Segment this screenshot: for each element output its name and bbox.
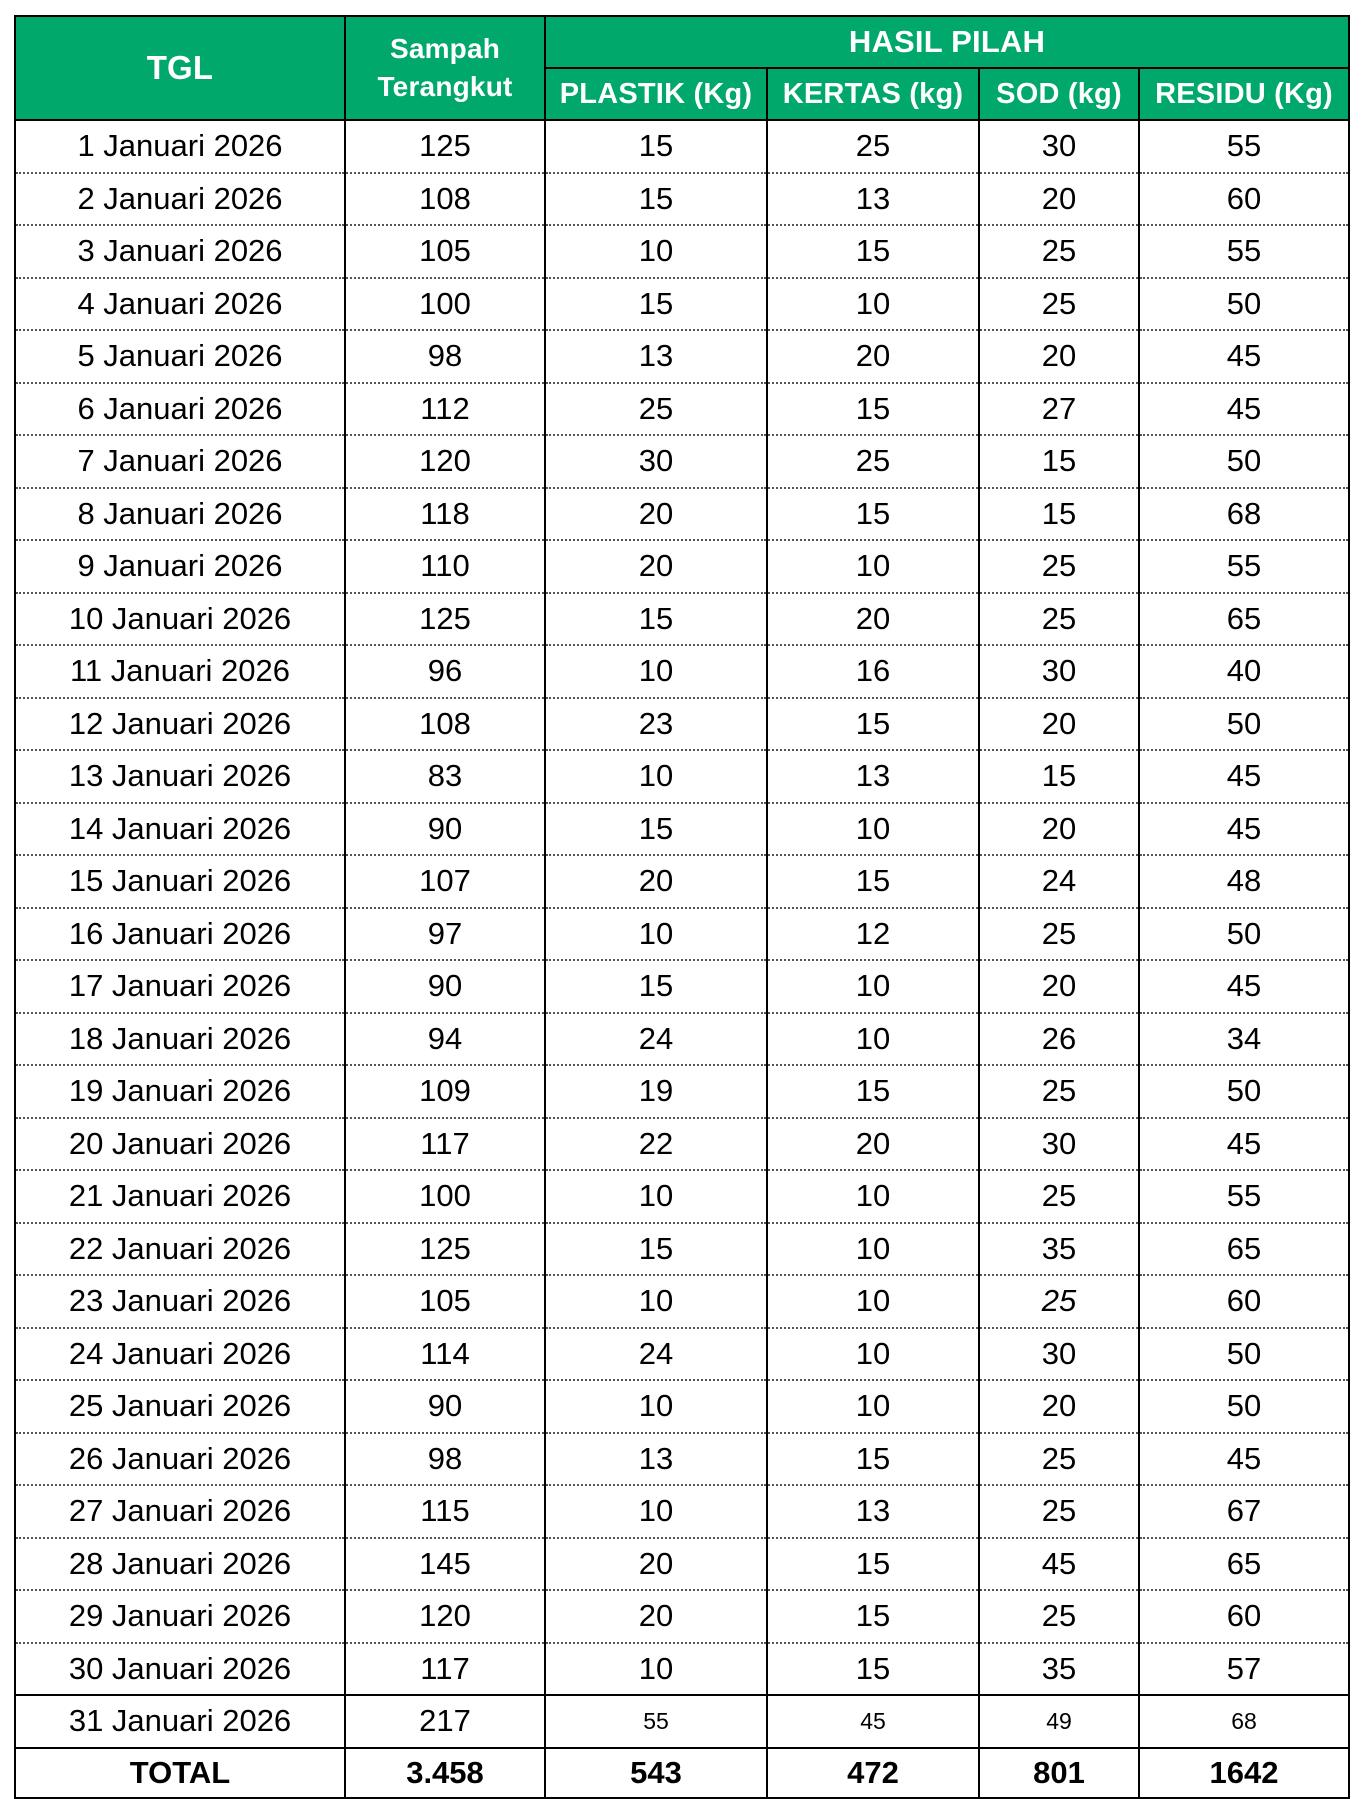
date-cell: 18 Januari 2026 xyxy=(15,1013,345,1066)
sampah-cell: 120 xyxy=(345,1590,545,1643)
sod-cell: 49 xyxy=(979,1695,1139,1748)
plastik-cell: 24 xyxy=(545,1328,767,1381)
kertas-cell: 15 xyxy=(767,488,979,541)
sampah-cell: 114 xyxy=(345,1328,545,1381)
plastik-cell: 23 xyxy=(545,698,767,751)
sod-cell: 25 xyxy=(979,1590,1139,1643)
table-row xyxy=(15,1643,1349,1696)
kertas-cell: 13 xyxy=(767,1485,979,1538)
sod-cell: 25 xyxy=(979,1275,1139,1328)
residu-cell: 57 xyxy=(1139,1643,1349,1696)
table-row xyxy=(15,1328,1349,1381)
table-row xyxy=(15,383,1349,436)
plastik-cell: 10 xyxy=(545,1643,767,1696)
residu-cell: 48 xyxy=(1139,855,1349,908)
sod-cell: 45 xyxy=(979,1538,1139,1591)
date-cell: 24 Januari 2026 xyxy=(15,1328,345,1381)
sampah-cell: 120 xyxy=(345,435,545,488)
date-cell: 5 Januari 2026 xyxy=(15,330,345,383)
kertas-cell: 10 xyxy=(767,803,979,856)
plastik-cell: 10 xyxy=(545,750,767,803)
date-cell: 13 Januari 2026 xyxy=(15,750,345,803)
plastik-cell: 20 xyxy=(545,488,767,541)
plastik-cell: 15 xyxy=(545,1223,767,1276)
total-row xyxy=(15,1748,1349,1798)
residu-cell: 45 xyxy=(1139,330,1349,383)
plastik-cell: 15 xyxy=(545,593,767,646)
kertas-cell: 10 xyxy=(767,1328,979,1381)
date-cell: 28 Januari 2026 xyxy=(15,1538,345,1591)
sampah-cell: 94 xyxy=(345,1013,545,1066)
kertas-cell: 13 xyxy=(767,750,979,803)
kertas-cell: 15 xyxy=(767,1065,979,1118)
residu-cell: 45 xyxy=(1139,803,1349,856)
plastik-cell: 30 xyxy=(545,435,767,488)
sod-cell: 25 xyxy=(979,1485,1139,1538)
sampah-cell: 98 xyxy=(345,1433,545,1486)
date-cell: 25 Januari 2026 xyxy=(15,1380,345,1433)
plastik-cell: 13 xyxy=(545,330,767,383)
residu-cell: 34 xyxy=(1139,1013,1349,1066)
total-sampah: 3.458 xyxy=(345,1748,545,1798)
residu-cell: 55 xyxy=(1139,225,1349,278)
header-tgl: TGL xyxy=(15,16,345,120)
plastik-cell: 10 xyxy=(545,908,767,961)
plastik-cell: 10 xyxy=(545,645,767,698)
plastik-cell: 19 xyxy=(545,1065,767,1118)
table-row xyxy=(15,855,1349,908)
kertas-cell: 10 xyxy=(767,278,979,331)
date-cell: 10 Januari 2026 xyxy=(15,593,345,646)
date-cell: 23 Januari 2026 xyxy=(15,1275,345,1328)
header-sampah-terangkut xyxy=(345,16,545,120)
residu-cell: 55 xyxy=(1139,1170,1349,1223)
date-cell: 2 Januari 2026 xyxy=(15,173,345,226)
date-cell: 7 Januari 2026 xyxy=(15,435,345,488)
sod-cell: 20 xyxy=(979,960,1139,1013)
table-row xyxy=(15,278,1349,331)
kertas-cell: 15 xyxy=(767,1433,979,1486)
kertas-cell: 15 xyxy=(767,698,979,751)
table-row xyxy=(15,750,1349,803)
residu-cell: 50 xyxy=(1139,698,1349,751)
table-row xyxy=(15,803,1349,856)
date-cell: 8 Januari 2026 xyxy=(15,488,345,541)
sampah-cell: 112 xyxy=(345,383,545,436)
date-cell: 1 Januari 2026 xyxy=(15,120,345,173)
plastik-cell: 20 xyxy=(545,1590,767,1643)
header-kertas: KERTAS (kg) xyxy=(767,68,979,120)
table-row xyxy=(15,1065,1349,1118)
sampah-cell: 217 xyxy=(345,1695,545,1748)
sod-cell: 20 xyxy=(979,330,1139,383)
residu-cell: 50 xyxy=(1139,1380,1349,1433)
table-row xyxy=(15,1590,1349,1643)
sod-cell: 30 xyxy=(979,1118,1139,1171)
kertas-cell: 10 xyxy=(767,540,979,593)
sod-cell: 35 xyxy=(979,1643,1139,1696)
total-label: TOTAL xyxy=(15,1748,345,1798)
plastik-cell: 55 xyxy=(545,1695,767,1748)
kertas-cell: 45 xyxy=(767,1695,979,1748)
table-row xyxy=(15,1380,1349,1433)
table-row xyxy=(15,1170,1349,1223)
residu-cell: 50 xyxy=(1139,908,1349,961)
sod-cell: 25 xyxy=(979,225,1139,278)
table-row xyxy=(15,1538,1349,1591)
sod-cell: 15 xyxy=(979,488,1139,541)
total-residu: 1642 xyxy=(1139,1748,1349,1798)
date-cell: 9 Januari 2026 xyxy=(15,540,345,593)
kertas-cell: 10 xyxy=(767,1380,979,1433)
residu-cell: 65 xyxy=(1139,1538,1349,1591)
table-header xyxy=(15,16,1349,120)
sampah-cell: 98 xyxy=(345,330,545,383)
plastik-cell: 22 xyxy=(545,1118,767,1171)
table-body xyxy=(15,120,1349,1748)
table-row xyxy=(15,645,1349,698)
table-row xyxy=(15,1013,1349,1066)
residu-cell: 40 xyxy=(1139,645,1349,698)
date-cell: 20 Januari 2026 xyxy=(15,1118,345,1171)
sod-cell: 30 xyxy=(979,1328,1139,1381)
sampah-cell: 117 xyxy=(345,1118,545,1171)
sod-cell: 25 xyxy=(979,540,1139,593)
table-row xyxy=(15,1485,1349,1538)
residu-cell: 45 xyxy=(1139,1433,1349,1486)
plastik-cell: 10 xyxy=(545,1485,767,1538)
sod-cell: 27 xyxy=(979,383,1139,436)
sampah-cell: 125 xyxy=(345,1223,545,1276)
sampah-cell: 83 xyxy=(345,750,545,803)
table-row xyxy=(15,1275,1349,1328)
kertas-cell: 10 xyxy=(767,1170,979,1223)
residu-cell: 55 xyxy=(1139,540,1349,593)
sampah-cell: 115 xyxy=(345,1485,545,1538)
kertas-cell: 20 xyxy=(767,593,979,646)
date-cell: 29 Januari 2026 xyxy=(15,1590,345,1643)
date-cell: 27 Januari 2026 xyxy=(15,1485,345,1538)
kertas-cell: 15 xyxy=(767,1538,979,1591)
plastik-cell: 25 xyxy=(545,383,767,436)
date-cell: 26 Januari 2026 xyxy=(15,1433,345,1486)
sod-cell: 15 xyxy=(979,435,1139,488)
residu-cell: 45 xyxy=(1139,383,1349,436)
sod-cell: 15 xyxy=(979,750,1139,803)
residu-cell: 55 xyxy=(1139,120,1349,173)
header-plastik: PLASTIK (Kg) xyxy=(545,68,767,120)
kertas-cell: 10 xyxy=(767,960,979,1013)
kertas-cell: 25 xyxy=(767,120,979,173)
table-row xyxy=(15,593,1349,646)
plastik-cell: 20 xyxy=(545,855,767,908)
sampah-cell: 90 xyxy=(345,960,545,1013)
residu-cell: 60 xyxy=(1139,1275,1349,1328)
table-row xyxy=(15,488,1349,541)
plastik-cell: 15 xyxy=(545,960,767,1013)
sod-cell: 20 xyxy=(979,698,1139,751)
kertas-cell: 12 xyxy=(767,908,979,961)
header-sod: SOD (kg) xyxy=(979,68,1139,120)
sampah-cell: 97 xyxy=(345,908,545,961)
residu-cell: 68 xyxy=(1139,1695,1349,1748)
kertas-cell: 15 xyxy=(767,1643,979,1696)
kertas-cell: 10 xyxy=(767,1275,979,1328)
kertas-cell: 13 xyxy=(767,173,979,226)
plastik-cell: 24 xyxy=(545,1013,767,1066)
sampah-cell: 107 xyxy=(345,855,545,908)
plastik-cell: 13 xyxy=(545,1433,767,1486)
date-cell: 30 Januari 2026 xyxy=(15,1643,345,1696)
date-cell: 15 Januari 2026 xyxy=(15,855,345,908)
plastik-cell: 20 xyxy=(545,1538,767,1591)
sampah-cell: 100 xyxy=(345,1170,545,1223)
table-row xyxy=(15,698,1349,751)
sampah-cell: 90 xyxy=(345,1380,545,1433)
plastik-cell: 15 xyxy=(545,120,767,173)
sampah-cell: 90 xyxy=(345,803,545,856)
sod-cell: 25 xyxy=(979,1170,1139,1223)
sampah-cell: 108 xyxy=(345,173,545,226)
residu-cell: 45 xyxy=(1139,1118,1349,1171)
kertas-cell: 25 xyxy=(767,435,979,488)
header-sampah-line2: Terangkut xyxy=(377,71,513,102)
sod-cell: 20 xyxy=(979,173,1139,226)
sampah-cell: 109 xyxy=(345,1065,545,1118)
total-plastik: 543 xyxy=(545,1748,767,1798)
kertas-cell: 15 xyxy=(767,855,979,908)
sod-cell: 35 xyxy=(979,1223,1139,1276)
sod-cell: 25 xyxy=(979,1433,1139,1486)
kertas-cell: 15 xyxy=(767,225,979,278)
sampah-cell: 118 xyxy=(345,488,545,541)
table-row xyxy=(15,1118,1349,1171)
date-cell: 11 Januari 2026 xyxy=(15,645,345,698)
date-cell: 14 Januari 2026 xyxy=(15,803,345,856)
total-kertas: 472 xyxy=(767,1748,979,1798)
sod-cell: 30 xyxy=(979,645,1139,698)
sod-cell: 26 xyxy=(979,1013,1139,1066)
kertas-cell: 20 xyxy=(767,1118,979,1171)
sod-cell: 30 xyxy=(979,120,1139,173)
sod-cell: 25 xyxy=(979,1065,1139,1118)
plastik-cell: 10 xyxy=(545,225,767,278)
plastik-cell: 10 xyxy=(545,1380,767,1433)
kertas-cell: 10 xyxy=(767,1013,979,1066)
sod-cell: 24 xyxy=(979,855,1139,908)
table-row xyxy=(15,1695,1349,1748)
table-row xyxy=(15,173,1349,226)
sod-cell: 25 xyxy=(979,908,1139,961)
table-row xyxy=(15,225,1349,278)
table-row xyxy=(15,435,1349,488)
sampah-cell: 105 xyxy=(345,225,545,278)
table-row xyxy=(15,330,1349,383)
header-sampah-line1: Sampah xyxy=(389,33,501,64)
sampah-cell: 100 xyxy=(345,278,545,331)
residu-cell: 60 xyxy=(1139,1590,1349,1643)
residu-cell: 45 xyxy=(1139,750,1349,803)
date-cell: 6 Januari 2026 xyxy=(15,383,345,436)
residu-cell: 65 xyxy=(1139,593,1349,646)
sod-cell: 20 xyxy=(979,1380,1139,1433)
plastik-cell: 15 xyxy=(545,278,767,331)
table-row xyxy=(15,1223,1349,1276)
date-cell: 17 Januari 2026 xyxy=(15,960,345,1013)
plastik-cell: 10 xyxy=(545,1275,767,1328)
sod-cell: 20 xyxy=(979,803,1139,856)
kertas-cell: 10 xyxy=(767,1223,979,1276)
table-row xyxy=(15,540,1349,593)
plastik-cell: 15 xyxy=(545,803,767,856)
table-row xyxy=(15,1433,1349,1486)
table-footer xyxy=(15,1748,1349,1798)
residu-cell: 50 xyxy=(1139,1065,1349,1118)
table-row xyxy=(15,908,1349,961)
kertas-cell: 20 xyxy=(767,330,979,383)
residu-cell: 68 xyxy=(1139,488,1349,541)
date-cell: 19 Januari 2026 xyxy=(15,1065,345,1118)
plastik-cell: 15 xyxy=(545,173,767,226)
residu-cell: 65 xyxy=(1139,1223,1349,1276)
residu-cell: 67 xyxy=(1139,1485,1349,1538)
date-cell: 22 Januari 2026 xyxy=(15,1223,345,1276)
sampah-cell: 125 xyxy=(345,593,545,646)
kertas-cell: 15 xyxy=(767,383,979,436)
date-cell: 21 Januari 2026 xyxy=(15,1170,345,1223)
table-row xyxy=(15,960,1349,1013)
plastik-cell: 20 xyxy=(545,540,767,593)
sampah-cell: 145 xyxy=(345,1538,545,1591)
sod-cell: 25 xyxy=(979,278,1139,331)
header-residu: RESIDU (Kg) xyxy=(1139,68,1349,120)
residu-cell: 50 xyxy=(1139,278,1349,331)
sampah-cell: 125 xyxy=(345,120,545,173)
waste-sorting-table xyxy=(14,15,1350,1799)
sampah-cell: 110 xyxy=(345,540,545,593)
sampah-cell: 108 xyxy=(345,698,545,751)
kertas-cell: 15 xyxy=(767,1590,979,1643)
table-row xyxy=(15,120,1349,173)
residu-cell: 50 xyxy=(1139,1328,1349,1381)
sampah-cell: 117 xyxy=(345,1643,545,1696)
residu-cell: 60 xyxy=(1139,173,1349,226)
kertas-cell: 16 xyxy=(767,645,979,698)
residu-cell: 45 xyxy=(1139,960,1349,1013)
total-sod: 801 xyxy=(979,1748,1139,1798)
residu-cell: 50 xyxy=(1139,435,1349,488)
date-cell: 16 Januari 2026 xyxy=(15,908,345,961)
date-cell: 3 Januari 2026 xyxy=(15,225,345,278)
date-cell: 31 Januari 2026 xyxy=(15,1695,345,1748)
date-cell: 12 Januari 2026 xyxy=(15,698,345,751)
header-hasil-pilah: HASIL PILAH xyxy=(545,16,1349,68)
sampah-cell: 96 xyxy=(345,645,545,698)
sampah-cell: 105 xyxy=(345,1275,545,1328)
date-cell: 4 Januari 2026 xyxy=(15,278,345,331)
plastik-cell: 10 xyxy=(545,1170,767,1223)
sod-cell: 25 xyxy=(979,593,1139,646)
